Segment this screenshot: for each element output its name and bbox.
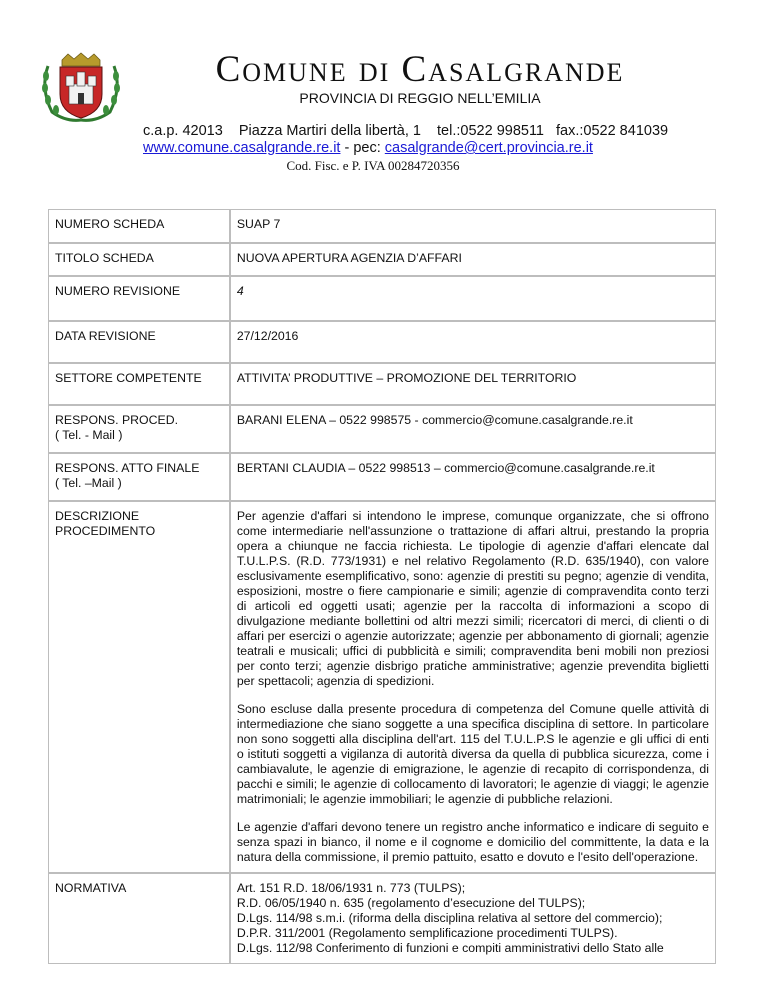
regulation-line: Art. 151 R.D. 18/06/1931 n. 773 (TULPS);: [236, 881, 466, 895]
row-value: BERTANI CLAUDIA – 0522 998513 – commercio@comune.casalgrande.re.it: [230, 453, 716, 501]
row-label-line: DESCRIZIONE: [55, 509, 140, 523]
regulation-line: D.P.R. 311/2001 (Regolamento semplificazione procedimenti TULPS).: [236, 926, 618, 940]
row-label: TITOLO SCHEDA: [48, 243, 230, 276]
table-row: [48, 363, 716, 405]
row-label: NUMERO SCHEDA: [48, 209, 230, 243]
row-label: SETTORE COMPETENTE: [48, 363, 230, 405]
fax-number: fax.:0522 841039: [556, 123, 669, 139]
address-line: [143, 123, 763, 139]
description-paragraph: Le agenzie d'affari devono tenere un registro anche informatico e indicare di seguito e senza spazi in bianco, il nome e il cognome e domicilio del committente, la data e la natura della commissione, il premio pattuito, esatto e dovuto e l'esito dell'operazione.: [236, 820, 709, 864]
coat-of-arms-logo: [38, 52, 124, 124]
table-row: [48, 501, 716, 873]
table-row: [48, 276, 716, 321]
regulation-line: R.D. 06/05/1940 n. 635 (regolamento d’esecuzione del TULPS);: [236, 896, 586, 910]
table-row: [48, 243, 716, 276]
tax-code: Cod. Fisc. e P. IVA 00284720356: [286, 158, 460, 173]
row-value: [230, 873, 716, 964]
row-value: [230, 501, 716, 873]
description-paragraph: Sono escluse dalla presente procedura di competenza del Comune quelle attività di intermediazione che siano soggette a una specifica disciplina di settore. In particolare non sono soggetti alla disciplina dell'art. 115 del T.U.L.P.S le agenzie e gli uffici di enti o istituti soggetti a vigilanza di autorità diversa da quella di pubblica sicurezza, come i cambiavalute, le agenzie di emigrazione, le agenzie di recapito di corrispondenza, di pacchi e simili; le agenzie di collocamento di lavoratori; le agenzie di viaggi; le agenzie matrimoniali; le agenzie immobiliari; le agenzie di pubbliche relazioni.: [236, 702, 709, 806]
row-value: BARANI ELENA – 0522 998575 - commercio@comune.casalgrande.re.it: [230, 405, 716, 453]
phone-number: tel.:0522 998511: [437, 123, 544, 139]
row-value: 4: [230, 276, 716, 321]
table-row: [48, 321, 716, 363]
row-label-line: PROCEDIMENTO: [55, 524, 156, 538]
page-title: Comune di Casalgrande: [215, 49, 625, 90]
description-paragraph: Per agenzie d'affari si intendono le imprese, comunque organizzate, che si offrono come intermediarie nell'assunzione o trattazione di affari altrui, prestando la propria opera a chiunque ne faccia richiesta. Le tipologie di agenzie d'affari elencate dal T.U.L.P.S. (R.D. 773/1931) e nel relativo Regolamento (R.D. 635/1940), con valore esclusivamente esemplificativo, sono: agenzie di prestiti su pegno; agenzie di vendita, esposizioni, mostre o fiere campionarie e simili; agenzie di compravendita conto terzi di articoli ed oggetti usati; agenzie per la raccolta di informazioni a scopo di divulgazione mediante bollettini od altri mezzi simili; ricercatori di merci, di clienti o di affari per esercizi o agenzie autorizzate; agenzie per abbonamento di giornali; agenzie teatrali e musicali; uffici di pubblicità e simili; compravendita beni mobili non preziosi per conto terzi; agenzie disbrigo pratiche amministrative; agenzie prevendita biglietti per spettacoli; agenzia di spedizioni.: [236, 509, 709, 688]
table-row: [48, 405, 716, 453]
table-row: [48, 209, 716, 243]
row-value: NUOVA APERTURA AGENZIA D’AFFARI: [230, 243, 716, 276]
row-label-line: ( Tel. - Mail ): [55, 428, 123, 442]
table-row: [48, 873, 716, 964]
row-label: [48, 501, 230, 873]
row-value: ATTIVITA’ PRODUTTIVE – PROMOZIONE DEL TERRITORIO: [230, 363, 716, 405]
web-links-line: [143, 140, 763, 156]
table-row: [48, 453, 716, 501]
row-value: SUAP 7: [230, 209, 716, 243]
row-label-line: RESPONS. PROCED.: [55, 413, 178, 427]
row-label: DATA REVISIONE: [48, 321, 230, 363]
website-link[interactable]: www.comune.casalgrande.re.it: [143, 140, 341, 156]
pec-email-link[interactable]: casalgrande@cert.provincia.re.it: [384, 140, 593, 156]
procedure-sheet-table: [48, 209, 716, 964]
postal-code: c.a.p. 42013: [143, 123, 223, 139]
row-label: NORMATIVA: [48, 873, 230, 964]
row-label: [48, 453, 230, 501]
street-address: Piazza Martiri della libertà, 1: [238, 123, 421, 139]
province-subtitle: PROVINCIA DI REGGIO NELL’EMILIA: [299, 90, 541, 106]
row-label: NUMERO REVISIONE: [48, 276, 230, 321]
row-label: [48, 405, 230, 453]
row-value: 27/12/2016: [230, 321, 716, 363]
regulation-line: D.Lgs. 114/98 s.m.i. (riforma della disciplina relativa al settore del commercio);: [236, 911, 663, 925]
row-label-line: RESPONS. ATTO FINALE: [55, 461, 200, 475]
pec-label: - pec:: [340, 140, 385, 156]
row-label-line: ( Tel. –Mail ): [55, 476, 122, 490]
regulation-line: D.Lgs. 112/98 Conferimento di funzioni e compiti amministrativi dello Stato alle: [236, 941, 664, 955]
